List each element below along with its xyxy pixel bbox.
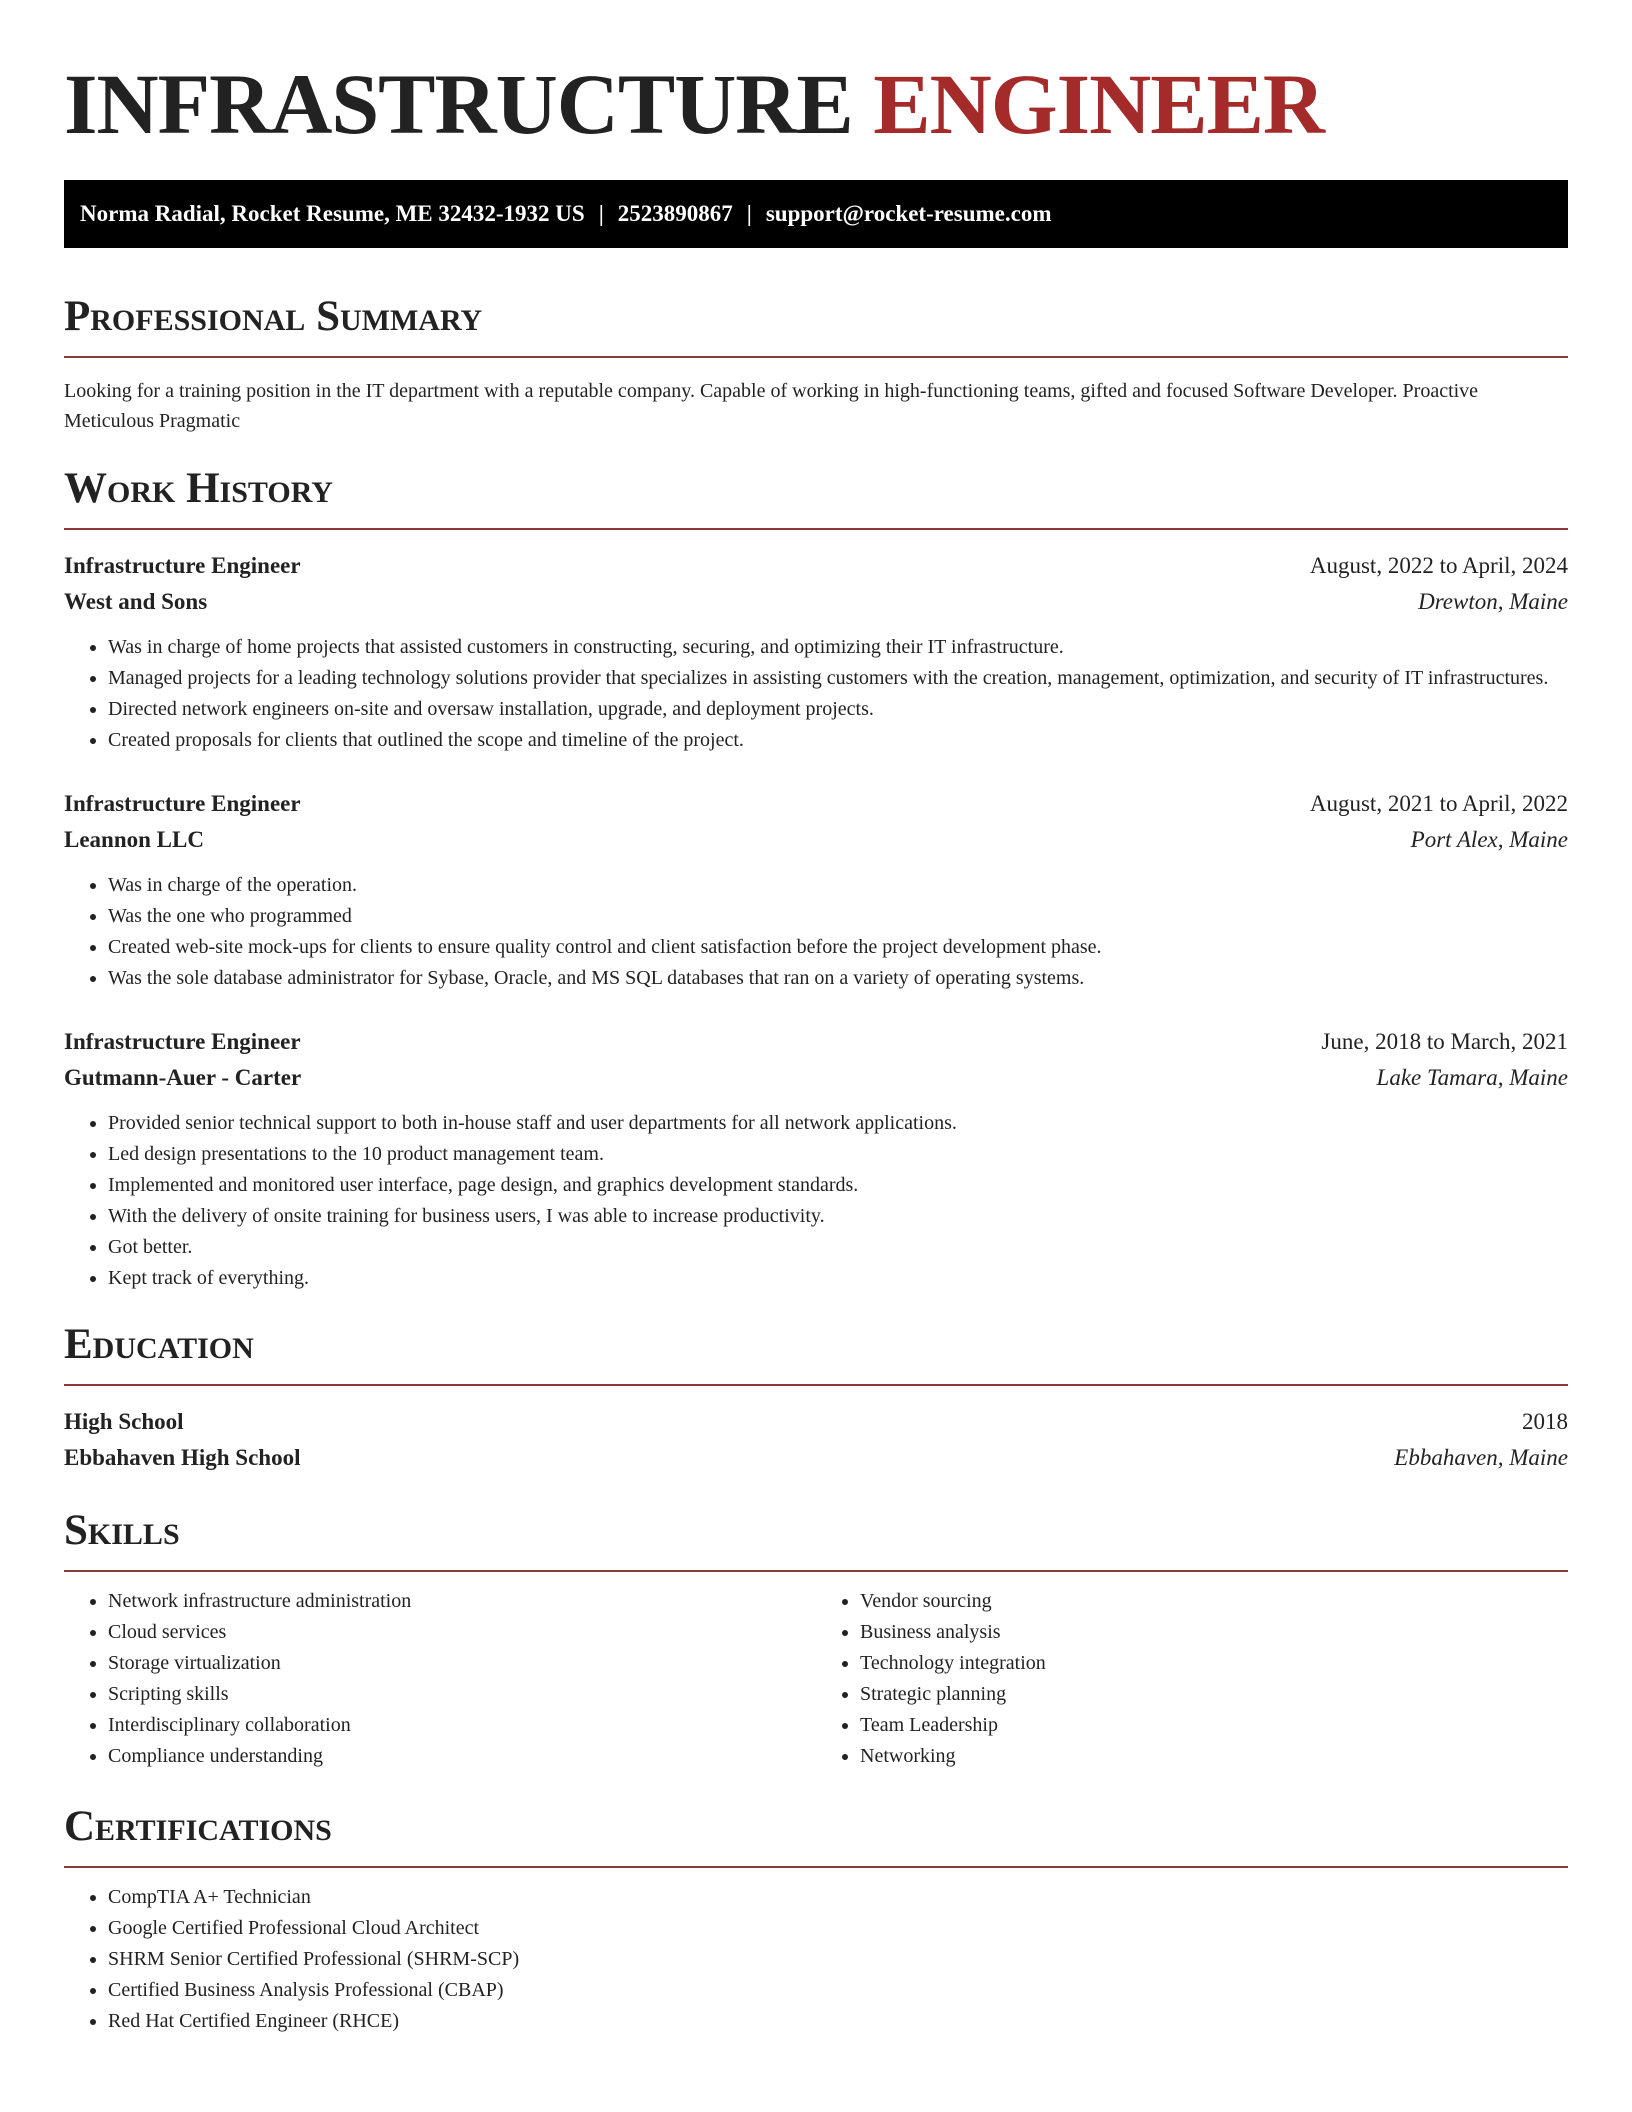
job-location: Drewton, Maine — [1418, 589, 1568, 614]
skills-section — [64, 1506, 1568, 1772]
skills-list-right — [816, 1586, 1568, 1772]
education-degree: High School — [64, 1409, 184, 1434]
list-item: • Was the one who programmed — [108, 901, 1568, 932]
section-divider — [64, 1570, 1568, 1572]
list-item: • Implemented and monitored user interface, page design, and graphics development standards. — [108, 1170, 1568, 1201]
education-year: 2018 — [1522, 1409, 1568, 1434]
section-divider — [64, 356, 1568, 358]
contact-separator: | — [746, 201, 752, 226]
education-entry — [64, 1404, 1568, 1476]
list-item: • Led design presentations to the 10 product management team. — [108, 1139, 1568, 1170]
job-bullets — [64, 1108, 1568, 1294]
skills-columns — [64, 1586, 1568, 1772]
list-item: • Provided senior technical support to both in-house staff and user departments for all network applications. — [108, 1108, 1568, 1139]
job-title-row — [64, 1024, 1568, 1060]
list-item: • Managed projects for a leading technology solutions provider that specializes in assisting customers with the creation, management, optimization, and security of IT infrastructures. — [108, 663, 1568, 694]
list-item: • Directed network engineers on-site and oversaw installation, upgrade, and deployment projects. — [108, 694, 1568, 725]
job-company-row — [64, 1060, 1568, 1096]
contact-address: Norma Radial, Rocket Resume, ME 32432-1932 US — [80, 201, 585, 226]
job-bullets — [64, 870, 1568, 994]
list-item: • Network infrastructure administration — [108, 1586, 816, 1617]
job-company: Leannon LLC — [64, 827, 204, 852]
title-word-2: ENGINEER — [873, 56, 1325, 152]
title-word-1: INFRASTRUCTURE — [64, 56, 853, 152]
list-item: • Was in charge of the operation. — [108, 870, 1568, 901]
job-entry — [64, 786, 1568, 994]
job-location: Port Alex, Maine — [1410, 827, 1568, 852]
job-entry — [64, 548, 1568, 756]
summary-text: Looking for a training position in the IT department with a reputable company. Capable of working in high-functioning teams, gifted and focused Software Developer. Proactive Meticulous Pragmatic — [64, 380, 1479, 432]
list-item: • Red Hat Certified Engineer (RHCE) — [108, 2006, 1568, 2037]
job-title: Infrastructure Engineer — [64, 791, 301, 816]
work-history-heading: Work History — [64, 465, 333, 512]
section-divider — [64, 1866, 1568, 1868]
list-item: • Google Certified Professional Cloud Architect — [108, 1913, 1568, 1944]
education-school: Ebbahaven High School — [64, 1445, 301, 1470]
skills-heading: Skills — [64, 1507, 180, 1554]
list-item: • Technology integration — [860, 1648, 1568, 1679]
education-heading: Education — [64, 1321, 254, 1368]
list-item: • Got better. — [108, 1232, 1568, 1263]
list-item: • Certified Business Analysis Professional (CBAP) — [108, 1975, 1568, 2006]
job-title-row — [64, 786, 1568, 822]
certifications-heading: Certifications — [64, 1803, 332, 1850]
list-item: • Was the sole database administrator for Sybase, Oracle, and MS SQL databases that ran on a variety of operating systems. — [108, 963, 1568, 994]
list-item: • Business analysis — [860, 1617, 1568, 1648]
list-item: • Interdisciplinary collaboration — [108, 1710, 816, 1741]
list-item: • CompTIA A+ Technician — [108, 1882, 1568, 1913]
job-dates: August, 2021 to April, 2022 — [1309, 791, 1568, 816]
list-item: • Kept track of everything. — [108, 1263, 1568, 1294]
list-item: • Strategic planning — [860, 1679, 1568, 1710]
list-item: • Scripting skills — [108, 1679, 816, 1710]
job-company: West and Sons — [64, 589, 208, 614]
education-degree-row — [64, 1404, 1568, 1440]
education-location: Ebbahaven, Maine — [1394, 1445, 1568, 1470]
job-company-row — [64, 822, 1568, 858]
list-item: • SHRM Senior Certified Professional (SHRM-SCP) — [108, 1944, 1568, 1975]
work-history-section — [64, 464, 1568, 1294]
job-company: Gutmann-Auer - Carter — [64, 1065, 302, 1090]
job-company-row — [64, 584, 1568, 620]
job-dates: August, 2022 to April, 2024 — [1309, 553, 1568, 578]
contact-bar — [64, 180, 1568, 248]
list-item: • Networking — [860, 1741, 1568, 1772]
job-entry — [64, 1024, 1568, 1294]
list-item: • Compliance understanding — [108, 1741, 816, 1772]
list-item: • Created proposals for clients that outlined the scope and timeline of the project. — [108, 725, 1568, 756]
contact-separator: | — [598, 201, 604, 226]
summary-heading: Professional Summary — [64, 293, 483, 340]
job-title: Infrastructure Engineer — [64, 553, 301, 578]
contact-email[interactable]: support@rocket-resume.com — [765, 201, 1052, 226]
job-title: Infrastructure Engineer — [64, 1029, 301, 1054]
list-item: • Was in charge of home projects that assisted customers in constructing, securing, and optimizing their IT infrastructure. — [108, 632, 1568, 663]
section-divider — [64, 528, 1568, 530]
certifications-list — [64, 1882, 1568, 2037]
list-item: • Created web-site mock-ups for clients to ensure quality control and client satisfaction before the project development phase. — [108, 932, 1568, 963]
list-item: • With the delivery of onsite training for business users, I was able to increase productivity. — [108, 1201, 1568, 1232]
summary-section — [64, 292, 1568, 436]
list-item: • Team Leadership — [860, 1710, 1568, 1741]
skills-list-left — [64, 1586, 816, 1772]
list-item: • Cloud services — [108, 1617, 816, 1648]
education-section — [64, 1320, 1568, 1476]
education-school-row — [64, 1440, 1568, 1476]
job-dates: June, 2018 to March, 2021 — [1321, 1029, 1568, 1054]
job-location: Lake Tamara, Maine — [1376, 1065, 1568, 1090]
section-divider — [64, 1384, 1568, 1386]
list-item: • Storage virtualization — [108, 1648, 816, 1679]
certifications-section — [64, 1802, 1568, 2037]
resume-title — [64, 0, 1568, 150]
job-title-row — [64, 548, 1568, 584]
job-bullets — [64, 632, 1568, 756]
contact-phone[interactable]: 2523890867 — [617, 201, 733, 226]
list-item: • Vendor sourcing — [860, 1586, 1568, 1617]
